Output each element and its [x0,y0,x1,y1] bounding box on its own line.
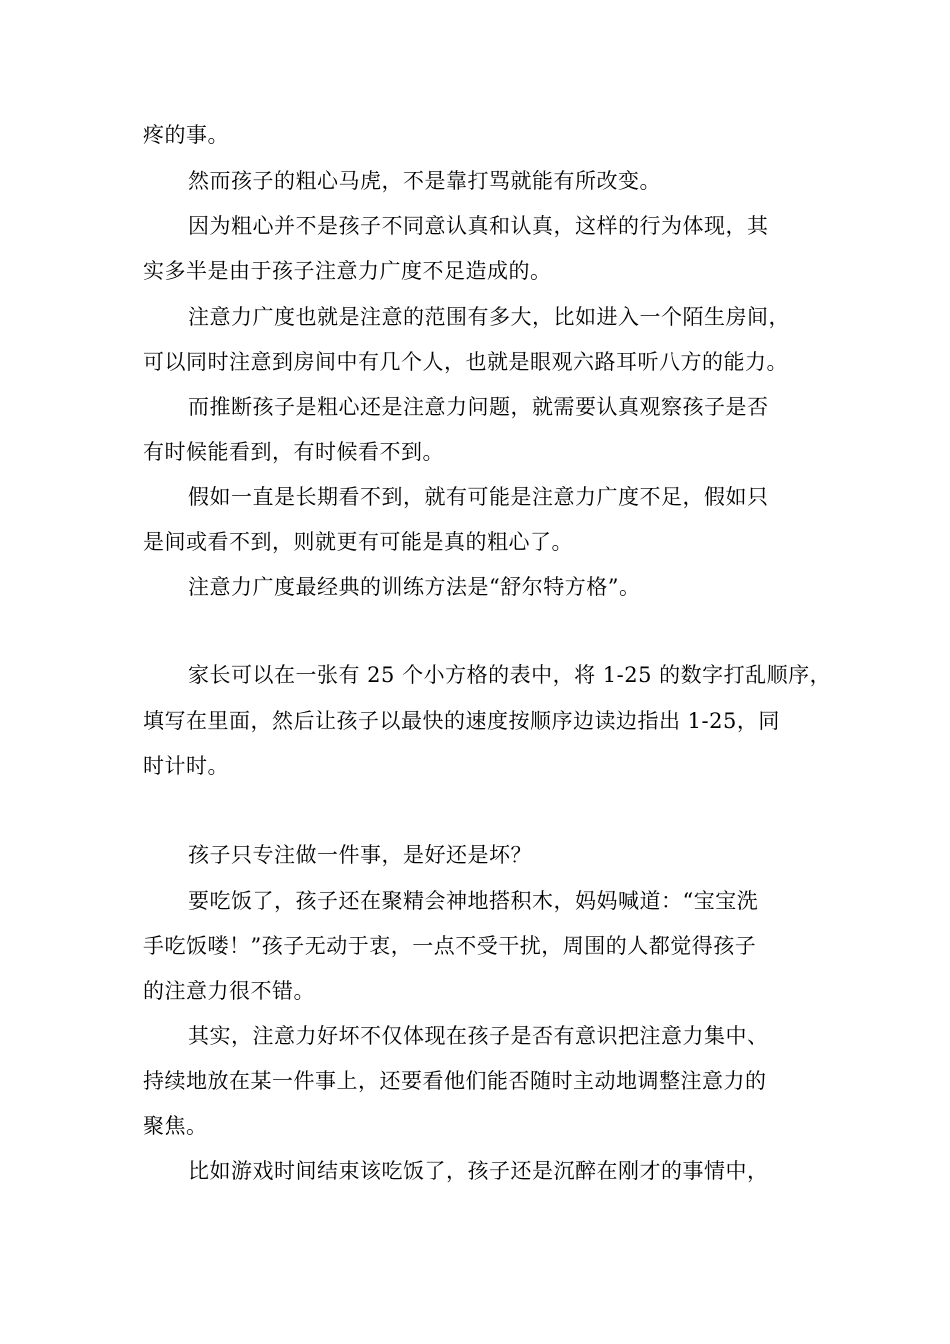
text-line: 聚焦。 [143,1114,208,1138]
text-line: 注意力广度最经典的训练方法是“舒尔特方格”。 [188,575,641,599]
text-line: 因为粗心并不是孩子不同意认真和认真，这样的行为体现，其 [188,214,769,238]
text-line: 而推断孩子是粗心还是注意力问题，就需要认真观察孩子是否 [188,395,769,419]
text-line: 其实，注意力好坏不仅体现在孩子是否有意识把注意力集中、 [188,1024,769,1048]
section-heading: 孩子只专注做一件事，是好还是坏？ [188,843,532,867]
text-line: 可以同时注意到房间中有几个人，也就是眼观六路耳听八方的能力。 [143,350,788,374]
text-line: 手吃饭喽！”孩子无动于衷，一点不受干扰，周围的人都觉得孩子 [143,934,757,958]
text-line: 家长可以在一张有 25 个小方格的表中，将 1-25 的数字打乱顺序， [188,663,832,687]
text-line: 比如游戏时间结束该吃饭了，孩子还是沉醉在刚才的事情中， [188,1159,769,1183]
text-line: 持续地放在某一件事上，还要看他们能否随时主动地调整注意力的 [143,1069,767,1093]
text-line: 实多半是由于孩子注意力广度不足造成的。 [143,259,552,283]
text-line: 的注意力很不错。 [143,979,315,1003]
text-line: 注意力广度也就是注意的范围有多大，比如进入一个陌生房间， [188,305,790,329]
text-line: 要吃饭了，孩子还在聚精会神地搭积木，妈妈喊道：“宝宝洗 [188,889,759,913]
text-line: 填写在里面，然后让孩子以最快的速度按顺序边读边指出 1-25，同 [143,709,780,733]
text-line: 时计时。 [143,754,229,778]
text-line: 是间或看不到，则就更有可能是真的粗心了。 [143,530,573,554]
text-line: 假如一直是长期看不到，就有可能是注意力广度不足，假如只 [188,485,769,509]
text-line: 疼的事。 [143,123,229,147]
text-line: 有时候能看到，有时候看不到。 [143,440,444,464]
text-line: 然而孩子的粗心马虎，不是靠打骂就能有所改变。 [188,169,661,193]
